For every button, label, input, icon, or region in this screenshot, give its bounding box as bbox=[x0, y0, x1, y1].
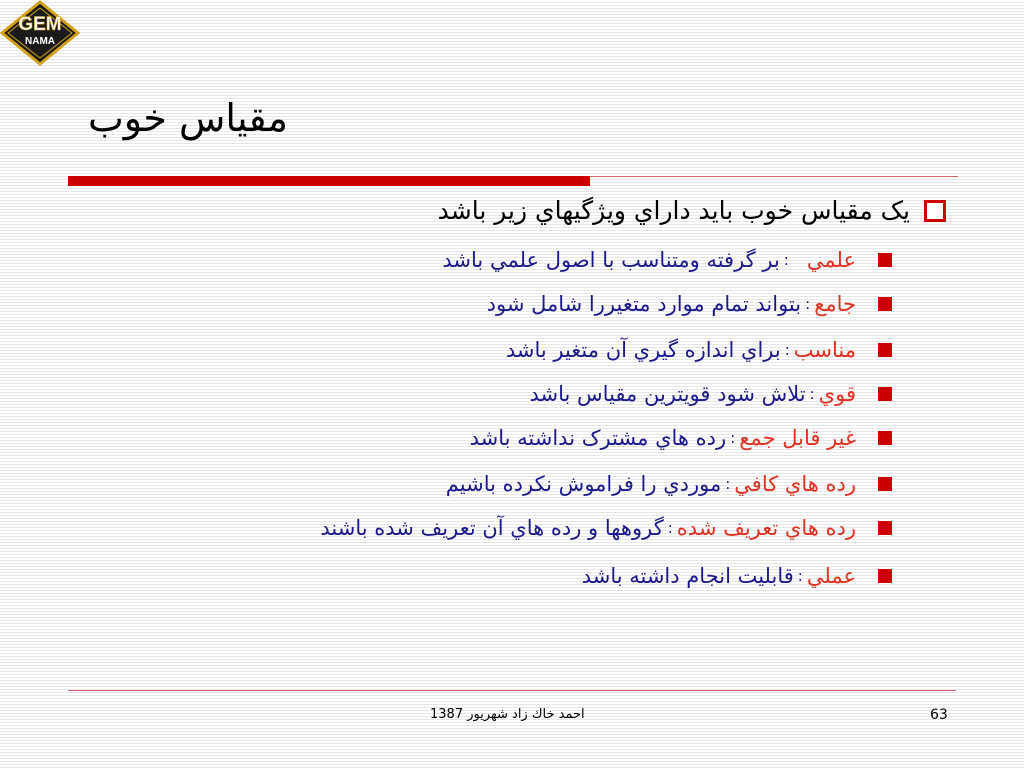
square-bullet-icon bbox=[878, 343, 892, 357]
logo-text-nama: NAMA bbox=[25, 36, 55, 47]
criterion-colon: : bbox=[784, 341, 790, 359]
criterion-description: گروهها و رده هاي آن تعريف شده باشند bbox=[320, 516, 664, 540]
criterion-description: قابليت انجام داشته باشد bbox=[581, 564, 794, 588]
criterion-term: رده هاي تعريف شده bbox=[676, 516, 856, 540]
footer-author: احمد خاك زاد شهريور 1387 bbox=[430, 707, 585, 722]
page-number: 63 bbox=[930, 707, 948, 723]
criterion-term: عملي bbox=[806, 564, 856, 588]
hollow-square-bullet-icon bbox=[924, 200, 946, 222]
title-underline-thin bbox=[590, 176, 958, 177]
criterion-colon: : bbox=[730, 429, 736, 447]
square-bullet-icon bbox=[878, 477, 892, 491]
criterion-colon: : bbox=[667, 519, 673, 537]
criterion-description: براي اندازه گيري آن متغير باشد bbox=[505, 338, 781, 362]
square-bullet-icon bbox=[878, 297, 892, 311]
main-point bbox=[438, 196, 946, 225]
criterion-description: تلاش شود قويترين مقياس باشد bbox=[529, 382, 806, 406]
square-bullet-icon bbox=[878, 569, 892, 583]
criterion-term: علمي bbox=[806, 248, 856, 272]
criterion-term: مناسب bbox=[793, 338, 856, 362]
criterion-term: غير قابل جمع bbox=[739, 426, 856, 450]
list-item bbox=[470, 426, 892, 450]
square-bullet-icon bbox=[878, 431, 892, 445]
list-item bbox=[320, 516, 892, 540]
criterion-colon: : bbox=[783, 251, 789, 269]
criterion-description: موردي را فراموش نکرده باشيم bbox=[445, 472, 722, 496]
title-underline-red bbox=[68, 176, 590, 186]
criterion-colon: : bbox=[797, 567, 803, 585]
list-item bbox=[487, 292, 892, 316]
criterion-term: جامع bbox=[814, 292, 856, 316]
main-point-text: یک مقياس خوب بايد داراي ويژگيهاي زير باشد bbox=[437, 196, 910, 225]
square-bullet-icon bbox=[878, 253, 892, 267]
list-item bbox=[446, 472, 892, 496]
criterion-description: بتواند تمام موارد متغيررا شامل شود bbox=[486, 292, 802, 316]
list-item bbox=[442, 248, 892, 272]
criterion-term: قوي bbox=[818, 382, 856, 406]
square-bullet-icon bbox=[878, 521, 892, 535]
criterion-colon: : bbox=[809, 385, 815, 403]
criterion-description: بر گرفته ومتناسب با اصول علمي باشد bbox=[442, 248, 780, 272]
list-item bbox=[582, 564, 892, 588]
list-item bbox=[530, 382, 893, 406]
list-item bbox=[506, 338, 892, 362]
criterion-colon: : bbox=[805, 295, 811, 313]
footer-divider bbox=[68, 690, 956, 691]
criterion-term: رده هاي کافي bbox=[734, 472, 856, 496]
criterion-colon: : bbox=[725, 475, 731, 493]
slide-title: مقياس خوب bbox=[88, 96, 288, 140]
criterion-description: رده هاي مشترک نداشته باشد bbox=[469, 426, 727, 450]
logo-text-gem: GEM bbox=[18, 14, 62, 35]
gem-nama-logo bbox=[0, 0, 80, 66]
square-bullet-icon bbox=[878, 387, 892, 401]
